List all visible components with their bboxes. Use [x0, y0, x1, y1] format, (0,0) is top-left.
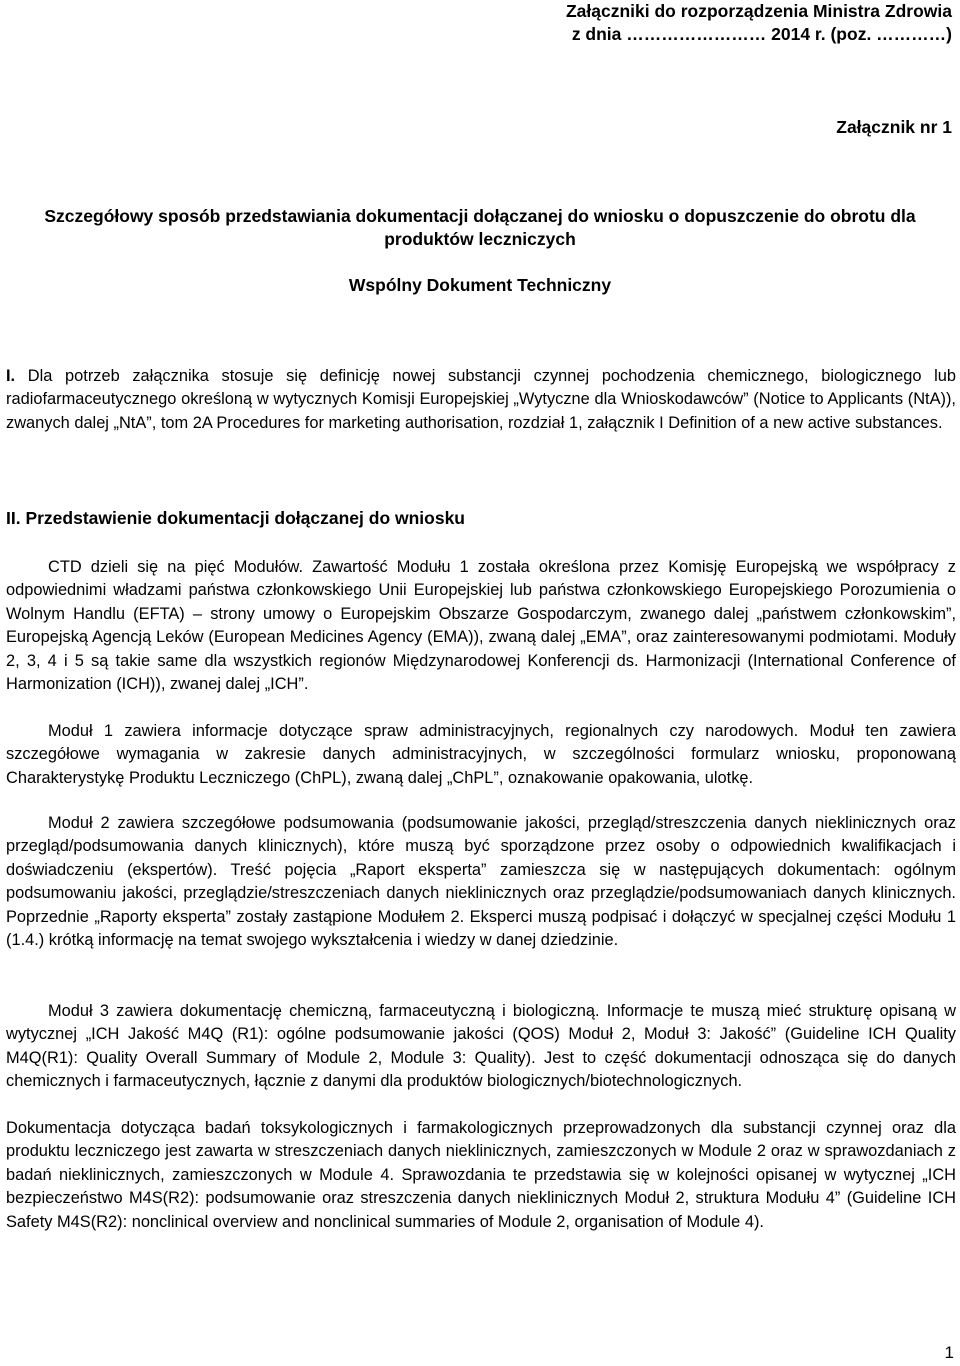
paragraph-module-4: Dokumentacja dotycząca badań toksykologicznych i farmakologicznych przeprowadzonych dla substancji czynnej oraz dla produktu leczniczego jest zawarta w streszczeniach danych nieklinicznych, zamieszczonych w Module 2 oraz w sprawozdaniach z badań nieklinicznych, zamieszczonych w Module 4. Sprawozdania te przedstawia się w kolejności opisanej w wytycznej „ICH bezpieczeństwo M4S(R2): podsumowanie oraz streszczenia danych nieklinicznych Moduł 2, struktura Modułu 4” (Guideline ICH Safety M4S(R2): nonclinical overview and nonclinical summaries of Module 2, organisation of Module 4). [6, 1119, 956, 1231]
section-1-number: I. [6, 367, 16, 385]
paragraph-module-3: Moduł 3 zawiera dokumentację chemiczną, farmaceutyczną i biologiczną. Informacje te muszą mieć strukturę opisaną w wytycznej „ICH Jakość M4Q (R1): ogólne podsumowanie jakości (QOS) Moduł 2, Moduł 3: Jakość” (Guideline ICH Quality M4Q(R1): Quality Overall Summary of Module 2, Module 3: Quality). Jest to część dokumentacji odnosząca się do danych chemicznych i farmaceutycznych, łącznie z danymi dla produktów biologicznych/biotechnologicznych. [6, 1002, 956, 1091]
paragraph-ctd: CTD dzieli się na pięć Modułów. Zawartość Modułu 1 została określona przez Komisję Europejską we współpracy z odpowiednimi władzami państwa członkowskiego Unii Europejskiej lub państwa członkowskiego Europejskiego Porozumienia o Wolnym Handlu (EFTA) – strony umowy o Europejskim Obszarze Gospodarczym, zwanego dalej „państwem członkowskim”, Europejską Agencją Leków (European Medicines Agency (EMA)), zwaną dalej „EMA”, oraz zainteresowanymi podmiotami. Moduły 2, 3, 4 i 5 są takie same dla wszystkich regionów Międzynarodowej Konferencji ds. Harmonizacji (International Conference of Harmonization (ICH)), zwanej dalej „ICH”. [6, 558, 956, 694]
annex-label: Załącznik nr 1 [836, 117, 952, 137]
paragraph-module-2: Moduł 2 zawiera szczegółowe podsumowania (podsumowanie jakości, przegląd/streszczenia danych nieklinicznych oraz przegląd/podsumowania danych klinicznych), które muszą być sporządzone przez osoby o odpowiednich kwalifikacjach i doświadczeniu (ekspertów). Treść pojęcia „Raport eksperta” zamieszcza się w następujących dokumentach: ogólnym podsumowaniu jakości, przeglądzie/streszczeniach danych nieklinicznych oraz przeglądzie/podsumowaniach danych klinicznych. Poprzednie „Raporty eksperta” zostały zastąpione Modułem 2. Eksperci muszą podpisać i dołączyć w specjalnej części Modułu 1 (1.4.) krótką informację na temat swojego wykształcenia i wiedzy w danej dziedzinie. [6, 814, 956, 950]
document-header [566, 0, 952, 46]
page-number: 1 [944, 1343, 954, 1362]
header-line-1: Załączniki do rozporządzenia Ministra Zdrowia [565, 1, 952, 21]
section-1-paragraph [6, 365, 956, 435]
document-title-text: Szczegółowy sposób przedstawiania dokumentacji dołączanej do wniosku o dopuszczenie do obrotu dla produktów leczniczych [44, 206, 916, 249]
paragraph-module-1: Moduł 1 zawiera informacje dotyczące spraw administracyjnych, regionalnych czy narodowych. Moduł ten zawiera szczegółowe wymagania w zakresie danych administracyjnych, w szczególności formularz wniosku, proponowaną Charakterystykę Produktu Leczniczego (ChPL), zwaną dalej „ChPL”, oznakowanie opakowania, ulotkę. [6, 722, 956, 787]
document-subtitle: Wspólny Dokument Techniczny [348, 275, 612, 295]
section-1-text: Dla potrzeb załącznika stosuje się definicję nowej substancji czynnej pochodzenia chemicznego, biologicznego lub radiofarmaceutycznego określoną w wytycznych Komisji Europejskiej „Wytyczne dla Wnioskodawców” (Notice to Applicants (NtA)), zwanych dalej „NtA”, tom 2A Procedures for marketing authorisation, rozdział 1, załącznik I Definition of a new active substances. [6, 367, 956, 432]
header-line-2: z dnia …………………… 2014 r. (poz. …………) [571, 24, 952, 44]
document-title [0, 205, 960, 251]
section-2-heading: II. Przedstawienie dokumentacji dołączanej do wniosku [6, 508, 465, 528]
